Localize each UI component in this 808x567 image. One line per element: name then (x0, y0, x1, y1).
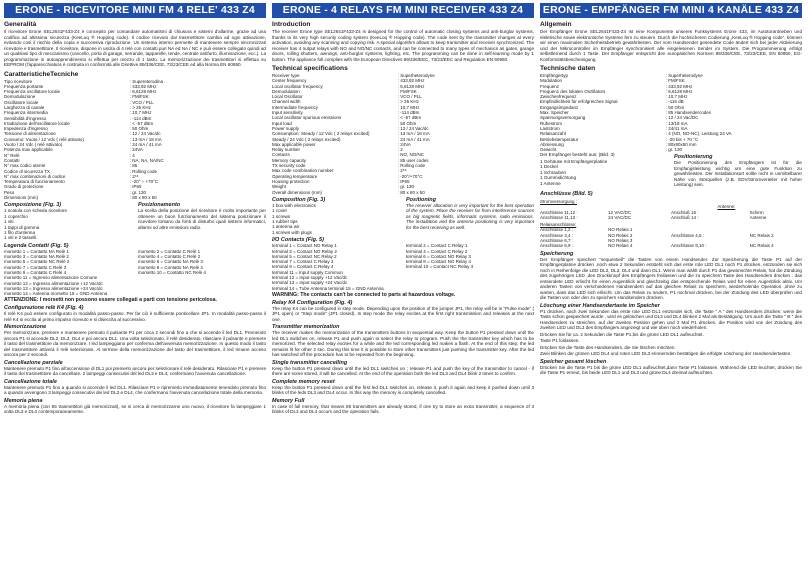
spec-key: Betriebstemperatur (540, 136, 579, 142)
spec-key: Consumo: Vuoto / 12 Vdc ( relè attivato) (4, 136, 84, 142)
terminal-item: morsetto 6 = Contatto NA Relè 3 (138, 259, 203, 265)
connection-row (540, 215, 802, 220)
k4-it: Il relè K4 può essere configurato in modalità passo-passo. Per far ciò è sufficiente ponticellare JP1. In modalità passo-passo il relè K4 si eccita al primo impulso ricevuto e si diseccita al successivo. (4, 311, 266, 322)
list-item: 1 cover (272, 208, 400, 213)
heading-specs-it: CaratteristicheTecniche (4, 70, 79, 78)
spec-key: Intermediate frequency (272, 104, 319, 110)
intro-de: Der Empfänger Erone SEL2641F433-Z4 ist eine Komponente unseres Funksystems Erone 433, im Autotorantrieben und elektrische sowie elektronische Systeme fern zu steuern. Durch die hochsicheren Codierung „KeeLoq ® Hopping code“, können wir einen maximalen Sicherheitsbetrieb gewährleisten. Der vom Handsender gesendete Code ändert sich bei jeder Aktivierung und der Mikrocontroller im Empfänger synchronisiert alle eingelesenen Sender im System. Die Programmierung erfolgt selbstlernend durch 1 Taste. Der Empfänger entspricht den europäischen Normen 89/336/CEE, 73/23/CEE, EN 60950, EG-Konformitätsbescheinigung. (540, 29, 802, 62)
spec-key: Frequenza oscillatore locale (4, 89, 61, 95)
terminal-item: morsetto 3 = Contatto NA Relè 2 (4, 254, 69, 260)
spec-value: : FM/FSK (665, 78, 685, 84)
comp-list-de (540, 159, 668, 186)
heading-complete-en: Complete memory reset (272, 378, 335, 385)
del5-de: Zwei Blinken der grünen LED DL4 und roten LED DL3 erinnernden bestätigen die erfolgte Löschung der Handsendertasten. (540, 351, 792, 357)
heading-store-de: Speicherung (540, 250, 574, 257)
spec-key: Modulation (540, 78, 563, 84)
connection-cell: Anschlüsse 11,13 : (540, 214, 578, 220)
spec-key: Steady / 24 Vdc ( 2 relays excited) (272, 136, 341, 142)
del3-de: Taste P1 loslassen. (540, 338, 580, 344)
banner-it: ERONE - RICEVITORE MINI FM 4 RELE' 433 Z4 (4, 3, 266, 18)
spec-value: : 4 (NO, NO-NC), Leistung 24 VA (665, 131, 732, 137)
connection-cell: 24 VAC/DC (608, 214, 632, 220)
spec-value: : 80 x 80 x 50 (129, 195, 157, 201)
spec-value: : NO, NO/NC (397, 152, 425, 158)
terminal-item: morsetto 9 = Contatto C Relè 4 (4, 269, 67, 275)
spec-key: Consumption: Steady / 12 Vdc ( 2 relays excited) (272, 131, 370, 137)
spec-value: : 12 / 24 Vac/dc (397, 125, 429, 131)
spec-key: Receiver type (272, 73, 300, 78)
spec-key: Ruhestrom (540, 120, 563, 126)
list-item: 1 screws (272, 214, 400, 219)
comp-list-en (272, 203, 400, 235)
terminal-item: morsetto 12 = Ingresso alimentazione +12 Vac/dc (4, 280, 103, 286)
spec-value: : -20 bis + 70 °C (665, 136, 699, 142)
spec-value: : FM/FSK (129, 94, 149, 100)
spec-key: Irradiazione dell'oscillatore locale (4, 120, 70, 126)
pos-it: La scelta della posizione del ricevitore è molto importante per ottenere un buon funzionamento del sistema posizionare il ricevitore lontano da fonti di disturbo quali sistemi informatici, allarmi od altre emissioni radio. (138, 208, 266, 230)
comp-list-it (4, 208, 132, 240)
connection-cell: Anschlüsse 3,4 : (540, 232, 574, 238)
spec-value: : 24VA (129, 147, 143, 153)
heading-del-de: Löschung einer Handsendertaste im Speicher (540, 302, 660, 309)
warning-it: ATTENZIONE: I morsetti non possono essere collegati a parti con tensione pericolosa. (4, 297, 217, 304)
power-table-de (540, 210, 802, 221)
spec-key: Input sensitivity (272, 110, 303, 116)
spec-key: Dimensioni (mm) (4, 195, 39, 201)
heading-k4-en: Relay K4 Configuration (Fig. 4) (272, 299, 353, 306)
terminal-item: morsetto 5 = Contatto NC Relè 2 (4, 259, 70, 265)
terminal-item: terminal 2 = Contact C Relay 1 (406, 243, 468, 249)
spec-key: Center frequency (272, 78, 307, 84)
terminal-item: morsetto 11 = Ingresso alimentazione Comune (4, 275, 98, 281)
complete-en: Keep the button P1 pressed down until the first led DL1 switches on, release it, push it again and keep it pushed down until 3 blinks of the leds DL3 and DL4 occur. In this way the memory is completely cancelled. (272, 384, 534, 396)
spec-value: : -115 dB (665, 99, 684, 105)
heading-conn-de: Anschlüsse (Bild. 5) (540, 190, 593, 197)
intro-en: The receiver Erone type SEL2641F433-Z4 is designed for the control of automatic closing systems and anti-burglar systems, thanks to its very high security coding system (KeeLoq ® Hopping code). The code sent by the transmitter changes at every activation, avoiding any scanning and copying risk. A special algorithm allows to keep transmitter and receiver synchronized. The receiver has 4 output relays with NO and NO/NC contacts, and can be connected to many types of mechanics as gates, garage doors, rolling shutters, awnings, anti-burglar systems, lighting, etc. The programming can be done in self-learning mode by 1 button. The appliance full complies with the European Directives 89/336/EEC, 73/23/EEC and Regulation EN 60950. (272, 29, 534, 62)
terminal-item: morsetto 14 = Antenna morsetto 15 = GND Antenna (4, 291, 108, 297)
heading-mem-it: Memorizzazione (4, 324, 47, 331)
german-column (540, 0, 802, 567)
connection-cell: Anschluß 15 : (670, 209, 699, 215)
heading-specs-de: Technische daten (540, 65, 596, 72)
terminal-item: terminal 4 = Contact C Relay 2 (406, 248, 468, 254)
spec-value: : Rolling code (397, 163, 426, 169)
spec-key: Peso (4, 189, 15, 195)
spec-value: : Supereterodina (129, 78, 164, 84)
spec-value: : 10,7 MHz (397, 104, 420, 110)
heading-intro-en: Introduction (272, 21, 311, 28)
io-en (272, 243, 534, 291)
connection-cell: NO Relais 3 (608, 238, 633, 244)
spec-value: : gr. 130 (665, 147, 683, 153)
heading-general-de: Allgemein (540, 21, 572, 28)
spec-value: : 13/18 mA (665, 120, 688, 126)
list-item: 1 viti e 2 tasselli (4, 235, 132, 240)
heading-all-de: Speicher gesamt löschen (540, 358, 607, 365)
full-en: In case of full memory, that means 85 transmitters are already stored, if one try to store an extra transmitter, a sequence of 3 blinks of DL3 and DL4 occurs and the operation fails. (272, 403, 534, 415)
list-item: 1 Deckel (540, 164, 668, 169)
list-item: 1 Gehäuse mit Empfängerplatine (540, 159, 668, 164)
spec-key: Relay number (272, 147, 301, 153)
cancel-it: Mantenere premuto P1 fino all'accensione di DL1 poi premerlo ancora per selezionare il relè desiderato. Rilasciare P1 e premere il tasto del trasmettitore da cancellare. 2 lampeggi consecutivi del led DL3 e DL4, confermano l'avvenuta cancellazione. (4, 365, 266, 377)
spec-key: N° max codici utente (4, 163, 46, 169)
spec-key: Oscillatore locale (4, 99, 39, 105)
heading-comp-en: Composition (Fig. 3) (272, 196, 326, 203)
pos-en: The receiver allocation is very important for the best operation of the system. Place the receiver far from interference sources as big magnetic fields, informatic systems, radio emissions. The installation and the antenna positioning is very important for the best receiving as well. (406, 202, 534, 230)
spec-value: : gr. 130 (129, 189, 147, 195)
spec-key: Zwischenfrequenz (540, 94, 577, 100)
spec-key: Vuoto / 24 Vdc ( relè attivato) (4, 142, 63, 148)
spec-value: : gr. 130 (397, 184, 415, 190)
specs-table-it (4, 79, 266, 201)
spec-value: : Rolling code (129, 168, 158, 174)
connection-cell: Anschlüsse 9,10 : (670, 243, 707, 249)
mem-en: The receiver makes the memorization of the transmitters buttons in sequential way. Keep the button P1 pressed down until the led DL1 switches on, release P1 and push again to select the relay to program. Push the the transmitter key which has to be memorized. The selected relay excites for a while and the led corresponding led makes a flash. At the end of this step, the led remains lit for other 2 sec. During this time it is possible to store other transmitters just pushing the transmitter key. After the led has switched off the procedure has to be repeated from the beginning. (272, 330, 534, 358)
spec-value: : FM/FSK (397, 88, 417, 94)
spec-key: Power supply (272, 125, 300, 131)
specs-table-en (272, 73, 534, 195)
relay-table-de (540, 227, 802, 248)
total-it: Mantenere premuto P1 fino a quando si accende il led DL1. Rilasciare P1 e ripremerlo immediatamente tenendolo premuto fino a quando avvengono 3 lampeggi consecutivi dei led DL3 e DL4, che confermano l'avvenuta cancellazione totale della memoria. (4, 384, 266, 396)
single-en: Keep the button P1 pressed down until the led DL1 switches on ; release P1 and push the key of the transmitter to cancel - if there are some stored, it will be cancelled. At the end of the operation both the led DL3 and DL4 blink 2 times to confirm. (272, 365, 534, 377)
spec-key: Eingangsimpedanz (540, 104, 579, 110)
spec-value: : 50 Ohm (397, 120, 417, 126)
connection-cell: NC Relais 2 (749, 232, 774, 238)
heading-pos-de: Positionierung (674, 154, 713, 161)
spec-key: Tipo ricevitore (4, 78, 33, 84)
terminal-item: terminal 5 = Contact NC Relay 2 (272, 253, 337, 259)
spec-key: Tensione di alimentazione (4, 131, 56, 137)
spec-value: : -20° ÷ +70°C (129, 179, 159, 185)
list-item: 1 viti (4, 219, 132, 224)
terminal-item: terminal 14 = Tube Antenna terminal 15 = GND Antenna (272, 285, 384, 291)
spec-key: Max code combination number (272, 168, 334, 174)
spec-key: Max applicable power (272, 141, 316, 147)
relay-title-de: Relaisanschlüsse: (540, 222, 577, 228)
spec-key: Potenza max applicabile (4, 147, 53, 153)
spec-key: Operating temperature (272, 173, 318, 179)
spec-key: Local Oscillator (272, 94, 303, 100)
spec-key: Sensibilità d'ingresso (4, 115, 47, 121)
terminal-item: terminal 9 = Contact C Relay 4 (272, 264, 334, 270)
terminal-item: terminal 12 = Input supply +12 Vac/dc (272, 275, 348, 281)
terminal-item: terminal 3 = Contact NO Relay 2 (272, 248, 337, 254)
connection-cell: Anschluß 14 : (670, 214, 699, 220)
connection-cell: Anschlüsse 6,7 : (540, 238, 574, 244)
spec-value: : VCO / PLL (129, 99, 154, 105)
spec-key: Input load (272, 120, 292, 126)
banner-de: ERONE - EMPFÄNGER FM MINI 4 KANÄLE 433 Z4 (540, 3, 802, 18)
list-item: 1 Antenne (540, 181, 668, 186)
terminal-item: terminal 1 = Contact NO Relay 1 (272, 243, 337, 249)
list-item: 1 Schrauben (540, 170, 668, 175)
spec-value: : 12 / 24 Vac/DC (665, 115, 699, 121)
terminal-item: terminal 7 = Contact C Relay 3 (272, 259, 334, 265)
connection-cell: 12 VAC/DC (608, 209, 632, 215)
spec-value: : 6,6128 MHz (397, 83, 425, 89)
spec-key: Codice di sicurezza TX (4, 168, 50, 174)
heading-io-en: I/O Contacts (Fig. 5) (272, 237, 324, 244)
del2-de: Drücken Sie für ca. 2 Sekunden die Taste P1,bis die grüne LED DL1 aufleuchtet. (540, 331, 704, 337)
spec-value: : Superheterodyne (665, 73, 703, 78)
terminal-item: terminal 10 = Contact NC Relay 4 (406, 264, 474, 270)
spec-value: : < -57 dBm (397, 115, 422, 121)
connection-cell: Anschlüsse 11,12 : (540, 209, 578, 215)
spec-key: Contatti (4, 157, 20, 163)
spec-value: : 2⁶⁶ (397, 168, 407, 174)
connection-row (540, 243, 802, 248)
spec-key: Housing protection (272, 178, 310, 184)
spec-value: : 10,7 MHz (129, 110, 152, 116)
spec-value: : 4 (129, 152, 135, 158)
spec-key: TX security code (272, 163, 306, 169)
spec-key: Larghezza di canale (4, 104, 45, 110)
spec-key: Frequenza intermedia (4, 110, 48, 116)
spec-key: Empfindlichkeit für erfolgreiches Signal (540, 99, 618, 105)
spec-value: : 50 Ohm (665, 104, 685, 110)
terminal-item: terminal 6 = Contact NO Relay 3 (406, 253, 471, 259)
spec-key: Local oscillator spurious emissions (272, 115, 342, 121)
list-item: 1 rubber tips (272, 219, 400, 224)
spec-value: : 80x80x50 mm (665, 141, 697, 147)
spec-key: Demodulation (272, 88, 300, 94)
heading-comp-it: Composizione (Fig. 3) (4, 202, 62, 209)
spec-value: : 2⁶⁶ (129, 173, 139, 179)
spec-key: Frequenz (540, 83, 560, 89)
spec-value: : 50 Ohm (129, 126, 149, 132)
spec-value: : 85 Handsendercodes (665, 110, 712, 116)
terminal-item: morsetto 10 = Contatto NC Relè 4 (138, 269, 206, 275)
terminal-item: morsetto 1 = Contatto NA Relè 1 (4, 248, 69, 254)
list-item: 1 box with electronics (272, 203, 400, 208)
connection-cell: NO Relais 2 (608, 232, 633, 238)
spec-value: : -114 dBm (129, 115, 152, 121)
heading-k4-it: Configurazione relè K4 (Fig. 4) (4, 305, 84, 312)
spec-value: : 24/41 mA (665, 125, 688, 131)
list-item: 1 scatola con scheda ricevitore (4, 208, 132, 213)
heading-pos-en: Positioning (406, 196, 436, 203)
spec-value: : 85 (129, 163, 138, 169)
spec-key: Frequenza portante (4, 83, 44, 89)
heading-legend-it: Legenda Contatti (Fig. 5) (4, 242, 69, 249)
connection-cell: Anschlüsse 4,5 : (670, 232, 705, 238)
spec-value: : IP65 (129, 184, 142, 190)
comp-title-de: Der Empfänger besteht aus: (Bild. 3) (540, 152, 615, 158)
spec-value: : 433,92 MHz (665, 83, 693, 89)
spec-value: : VCO / PLL (397, 94, 422, 100)
heading-specs-en: Technical specifications (272, 65, 348, 72)
banner-en: ERONE - 4 RELAYS FM MINI RECEIVER 433 Z4 (272, 3, 534, 18)
full-it: A memoria piena (con 85 trasmettitori già memorizzati), se si cerca di memorizzarne uno nuovo, il ricevitore fa lampeggiare 1 volta DL3 e DL4 contemporaneamente. (4, 403, 266, 415)
heading-cancel-it: Cancellazione parziale (4, 359, 63, 366)
spec-key: Empfängertyp (540, 73, 569, 78)
spec-key: Local oscillator frequency (272, 83, 323, 89)
heading-full-it: Memoria piena (4, 397, 43, 404)
spec-value: : 85 user codes (397, 157, 429, 163)
terminal-item: morsetto 7 = Contatto C Relè 3 (4, 264, 67, 270)
heading-total-it: Cancellazione totale (4, 378, 57, 385)
spec-key: N° max combinazioni di codice (4, 173, 66, 179)
spec-value: : 24VA (397, 141, 411, 147)
heading-full-en: Memory Full (272, 397, 305, 404)
spec-value: : < -57 dBm (129, 120, 154, 126)
terminal-item: morsetto 13 = Ingresso alimentazione +24 Vac/dc (4, 285, 103, 291)
spec-value: : > 25 KHz (397, 99, 419, 105)
connection-cell: NO Relais 4 (608, 243, 633, 249)
terminal-item: terminal 8 = Contact NO Relay 4 (406, 259, 471, 265)
list-item: 1 filo d'antenna (4, 230, 132, 235)
spec-key: Contacts (272, 152, 290, 158)
spec-value: : IP65 (397, 178, 410, 184)
power-header-de: Antenne: (717, 204, 736, 210)
spec-key: Max. Speicher (540, 110, 569, 116)
del4-de: Drücken Sie die Taste des Handsenders, die Sie löschen möchten. (540, 344, 676, 350)
connection-cell: Schirm (749, 209, 764, 215)
spec-value: : 2 (397, 147, 403, 153)
spec-key: Overall dimensions (mm) (272, 189, 323, 195)
spec-key: Abmessung (540, 141, 564, 147)
connection-cell: Antenne (749, 214, 767, 220)
list-item: 1 tappi di gomma (4, 225, 132, 230)
spec-value: : > 25 KHz (129, 104, 151, 110)
spec-value: : 13 mA / 18 mA (397, 131, 430, 137)
spec-value: : 6,6128 MHz (129, 89, 157, 95)
spec-key: Impedenza d'ingresso (4, 126, 48, 132)
spec-value: : 24 mA / 41 mA (397, 136, 430, 142)
terminal-item: terminal 11 = Input supply Common (272, 269, 343, 275)
spec-value: : 80 x 80 x 50 (397, 189, 425, 195)
terminal-item: terminal 13 = Input supply +24 Vac/dc (272, 280, 348, 286)
spec-value: : NA, NA, NA/NC (129, 157, 164, 163)
spec-key: Frequenz des lokalen Oszillators (540, 88, 606, 94)
spec-key: Gewicht (540, 147, 557, 153)
pos-de: Die Positionierung des Empfängers ist für die Empfangsleistung wichtig um eine gute Funktion zu gewährleisten. Der Installationsort sollte nicht in unmittelbarer Nähe von Störquellen (z.B. EDV/Stromverteiler mit hoher Leistung) sein. (674, 160, 802, 188)
spec-value: : 433,92 MHz (397, 78, 425, 84)
spec-key: Demodulazione (4, 94, 36, 100)
spec-value: : 10,7 MHz (665, 94, 688, 100)
spec-value: : 433,92 MHz (129, 83, 157, 89)
warning-en: WARNING: The contacts can't be connected to parts at hazardous voltage. (272, 291, 456, 298)
spec-key: Memory capacity (272, 157, 307, 163)
spec-key: N° Relè (4, 152, 20, 158)
terminal-item: morsetto 4 = Contatto C Relè 2 (138, 254, 201, 260)
spec-key: Laststrom (540, 125, 560, 131)
heading-pos-it: Posizionamento (138, 202, 181, 209)
terminal-item: morsetto 8 = Contatto NA Relè 4 (138, 264, 203, 270)
mem-it: Per memorizzare, premere e mantenere premuto il pulsante P1 per circa 2 secondi fino a che si accende il led DL1. Premendo ancora P1 si accende DL2, DL3, DL4 e poi ancora DL1. Una volta selezionato, il relè desiderato, rilasciare il pulsante e premere il tasto del trasmettitore da memorizzare. I led lampeggiano per conferma dell'avvenuta memorizzazione. In questo modo il tasto del trasmettitore attiverà il relè selezionato. Al termine della memorizzazione del tasto del trasmettitore, il led rimane acceso ancora per 2 secondi. (4, 330, 266, 358)
spec-key: Relaisanzahl (540, 131, 566, 137)
intro-it: Il ricevitore Erone SEL2641F433-Z4 è concepito per comandare automatismi di chiusura e sistemi d'allarme, grazie ad una codifica ad altissima sicurezza (KeeLoq ® Hopping code). Il codice ricevuto dal trasmettitore cambia ad ogni attivazione, evitando così il rischio della copia e successiva riproduzione. Un sistema interno permette di mantenere sempre sincronizzati ricevitore e trasmettitore. Il ricevitore, dispone in uscita di 4 relè con contatti puri NA ed NA / NC e può essere collegato quindi ad un qualsiasi tipo di meccanismo (cancello, porta di garage, serrande, tapparelle, tende, centrale antifurto, illuminazione, ecc.). La programmazione in autoapprendimento si effettua per mezzo di 1 tasto. La memorizzazione dei trasmettitori si effettua su EEPROM (l'apparecchiatura è costruita in conformità alle Direttive 89/336/CEE, 73/23/CEE ed alla Norma EN 60950. (4, 29, 266, 67)
legend-it (4, 249, 266, 297)
spec-value: : 24 mA / 41 mA (129, 142, 162, 148)
spec-value: : 6,6128 MHz (665, 88, 693, 94)
spec-value: : -20°/+70°C (397, 173, 423, 179)
spec-key: Weight (272, 184, 286, 190)
spec-value: : -114 dBm (397, 110, 420, 116)
list-item: 1 antenna wir (272, 224, 400, 229)
list-item: 1 coperchio (4, 214, 132, 219)
heading-mem-en: Transmitter memorization (272, 324, 340, 331)
italian-column (4, 0, 266, 567)
all-de: Drücken Sie die Taste P1 bis die grüne LED DL1 aufleuchtet,dann Taste P1 loslassen. Während die LED leuchtet, drücken Sie die Taste P1 erneut, bis beide LED DL1 und DL3 und grüne DL4 dreimal aufleuchten. (540, 364, 802, 376)
connection-cell: Anschlüsse 1,2 : (540, 227, 574, 233)
english-column (272, 0, 534, 567)
spec-value: : Superheterodyne (397, 73, 435, 78)
store-de: Der Empfänger speichert "sequentiell" die Tasten von einem Handsender. Zur Speicherung die Taste P1 auf der Empfängerplatine drücken ,noch etwa 2 Sekunden entsteht sich das erste rote LED DL1 noch P1 drücken, entzünden sie sich noch in Reihenfolge die LED DL2, DL3, DL4 und dann DL1. Wenn man wählt durch P1 das gewünschte Relais, hat die Zündung des zugehörigen LED ,den Druckknopf des Empfängers freilassen und die zu speichern Taste des Handsenders drücken : das entsendete LED erlischt für einen Augenblick und gleichzeitig das entsprechende Relais wird für einen Augenblick aktiv. Um anderen Tasten von verschiedenen Handsendern auf das gleichen Relais zu speichern, wiederholende Operation ,ohne zu warten, dass das LED sich erlischt. Um das Relais zu ändern, P1 nochmal drücken, bei der Zündung des LED überprüfen und die Tasten von oder den zu speichern Handsendern drücken. (540, 256, 802, 301)
list-item: 1 screws with plugs (272, 230, 400, 235)
specs-table-de (540, 73, 802, 152)
spec-value: : 13 mA / 18 mA (129, 136, 162, 142)
list-item: 1 Gummidichtung (540, 175, 668, 180)
connection-cell: NO Relais 1 (608, 227, 633, 233)
del-de: P1 drücken, nach zwei Sekunden das erste rote LED DL1 entzündet sich, die Taste " A " des Handsenders drücken: wenn die Taste schon gespeichert wurde , wird es gelöschen und DL3 und DL4 blinken 2 Mal als Bestätigung. Um auch die Taste " B " des Handsenders zu streichen, auf der zweiten Position gehen und 2 Mal P1 drücken, die Position wird von der Zündung des zweiten LED und DL3 des Empfängers angezeigt und wie oben noch wiederholen. (540, 308, 802, 331)
spec-key: Spannungsversorgung (540, 115, 586, 121)
k4-en: The relay K4 can be configured in step mode. Depending upon the position of the jumper JP1, the relay will be in "Pulse mode" ( JP1 open) or "Step mode" (JP1 closed). In step mode the relay excites at the first right transmission and releases at the next one. (272, 305, 534, 322)
spec-key: Grado di protezione (4, 184, 44, 190)
spec-key: Channel width (272, 99, 301, 105)
spec-key: Temperatura di funzionamento (4, 179, 65, 185)
heading-general-it: Generalità (4, 21, 37, 28)
power-title-de: Stromversorgung : (540, 198, 578, 204)
heading-single-en: Single transmitter cancelling (272, 359, 348, 366)
spec-value: : 12 / 24 Vac/dc (129, 131, 161, 137)
terminal-item: morsetto 2 = Contatto C Relè 1 (138, 248, 201, 254)
connection-cell: NC Relais 4 (749, 243, 774, 249)
connection-cell: Anschlüsse 8,9 : (540, 243, 574, 249)
